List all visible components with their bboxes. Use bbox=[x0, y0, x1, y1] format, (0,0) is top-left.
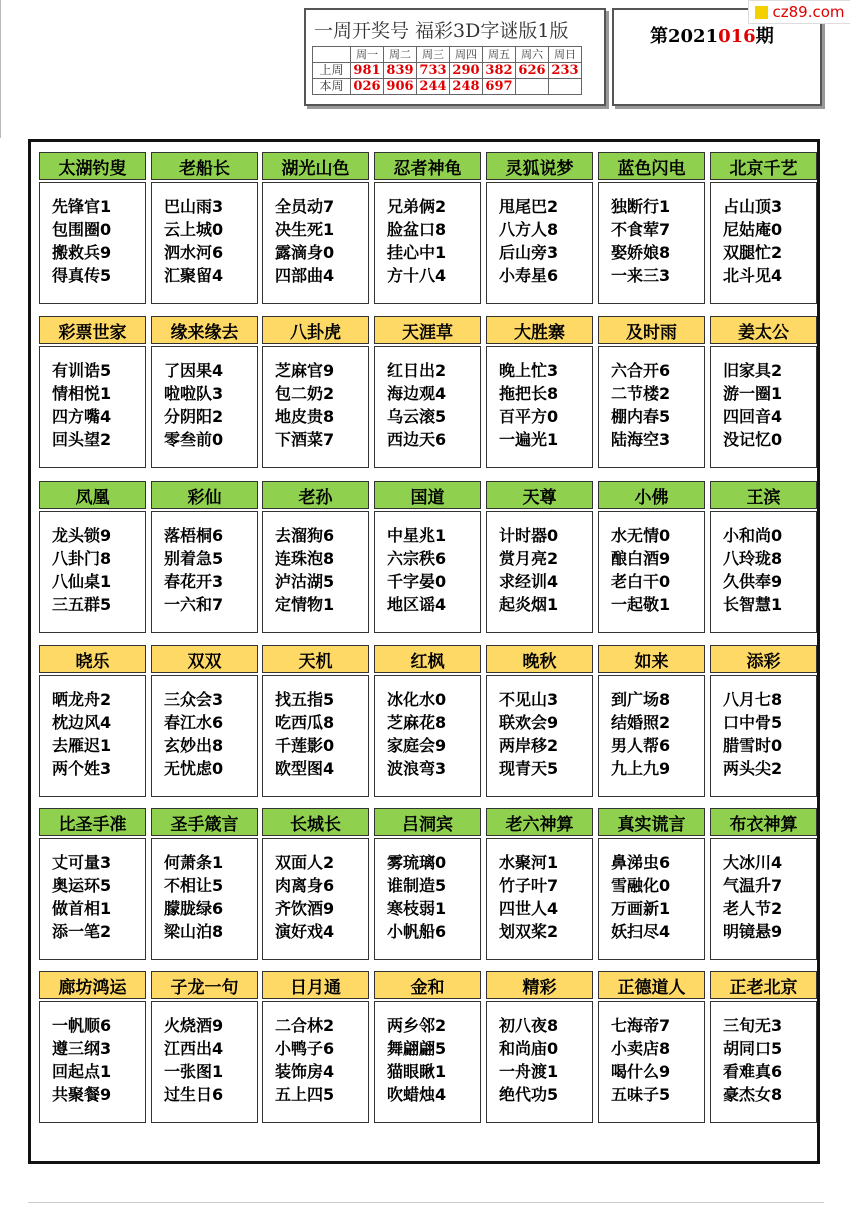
riddle-author-title: 湖光山色 bbox=[262, 152, 369, 180]
riddle-line: 二合林2 bbox=[275, 1016, 335, 1035]
riddle-line: 方十八4 bbox=[387, 266, 447, 285]
riddle-line: 何萧条1 bbox=[164, 853, 224, 872]
riddle-author-title: 如来 bbox=[598, 645, 705, 673]
row-label: 本周 bbox=[313, 79, 351, 95]
riddle-line: 春花开3 bbox=[164, 572, 224, 591]
riddle-line: 久供奉9 bbox=[723, 572, 783, 591]
riddle-lines bbox=[39, 511, 146, 633]
day-header: 周日 bbox=[549, 47, 582, 63]
riddle-line: 水聚河1 bbox=[499, 853, 559, 872]
riddle-line: 玄妙出8 bbox=[164, 736, 224, 755]
draw-number: 382 bbox=[483, 63, 516, 79]
riddle-lines bbox=[598, 346, 705, 468]
riddle-author-title: 廊坊鸿运 bbox=[39, 971, 146, 999]
riddle-lines bbox=[486, 838, 593, 960]
day-header: 周一 bbox=[351, 47, 384, 63]
draw-number: 981 bbox=[351, 63, 384, 79]
riddle-lines bbox=[374, 346, 481, 468]
riddle-lines bbox=[151, 511, 258, 633]
riddle-line: 落梧桐6 bbox=[164, 526, 224, 545]
riddle-lines bbox=[39, 1001, 146, 1123]
riddle-line: 三众会3 bbox=[164, 690, 224, 709]
riddle-line: 情相悦1 bbox=[52, 384, 112, 403]
riddle-line: 二节楼2 bbox=[611, 384, 671, 403]
riddle-author-title: 正老北京 bbox=[710, 971, 817, 999]
riddle-line: 和尚庙0 bbox=[499, 1039, 559, 1058]
riddle-line: 八仙桌1 bbox=[52, 572, 112, 591]
riddle-line: 水无情0 bbox=[611, 526, 671, 545]
riddle-line: 无忧虑0 bbox=[164, 759, 224, 778]
riddle-line: 现青天5 bbox=[499, 759, 559, 778]
riddle-line: 泸沽湖5 bbox=[275, 572, 335, 591]
row-label: 上周 bbox=[313, 63, 351, 79]
riddle-author-title: 真实谎言 bbox=[598, 808, 705, 836]
bottom-rule bbox=[28, 1202, 824, 1203]
riddle-line: 看难真6 bbox=[723, 1062, 783, 1081]
riddle-line: 下酒菜7 bbox=[275, 430, 335, 449]
riddle-line: 千字晏0 bbox=[387, 572, 447, 591]
riddle-line: 芝麻花8 bbox=[387, 713, 447, 732]
riddle-line: 江西出4 bbox=[164, 1039, 224, 1058]
riddle-line: 先锋官1 bbox=[52, 197, 112, 216]
riddle-line: 一张图1 bbox=[164, 1062, 224, 1081]
riddle-line: 四回音4 bbox=[723, 407, 783, 426]
draw-number bbox=[549, 79, 582, 95]
riddle-line: 红日出2 bbox=[387, 361, 447, 380]
draw-table-corner bbox=[313, 47, 351, 63]
riddle-lines bbox=[374, 675, 481, 797]
riddle-lines bbox=[598, 182, 705, 304]
draw-number: 248 bbox=[450, 79, 483, 95]
riddle-line: 肉离身6 bbox=[275, 876, 335, 895]
riddle-line: 两头尖2 bbox=[723, 759, 783, 778]
day-header: 周三 bbox=[417, 47, 450, 63]
riddle-line: 妖扫尽4 bbox=[611, 922, 671, 941]
riddle-line: 赏月亮2 bbox=[499, 549, 559, 568]
riddle-line: 男人帮6 bbox=[611, 736, 671, 755]
riddle-line: 奥运环5 bbox=[52, 876, 112, 895]
riddle-author-title: 吕洞宾 bbox=[374, 808, 481, 836]
riddle-author-title: 北京千艺 bbox=[710, 152, 817, 180]
riddle-line: 不相让5 bbox=[164, 876, 224, 895]
riddle-line: 酿白酒9 bbox=[611, 549, 671, 568]
riddle-author-title: 老船长 bbox=[151, 152, 258, 180]
riddle-line: 后山旁3 bbox=[499, 243, 559, 262]
riddle-line: 双腿忙2 bbox=[723, 243, 783, 262]
riddle-line: 腊雪时0 bbox=[723, 736, 783, 755]
riddle-lines bbox=[598, 511, 705, 633]
riddle-author-title: 凤凰 bbox=[39, 481, 146, 509]
riddle-author-title: 大胜寨 bbox=[486, 316, 593, 344]
riddle-line: 胡同口5 bbox=[723, 1039, 783, 1058]
riddle-line: 陆海空3 bbox=[611, 430, 671, 449]
riddle-author-title: 老六神算 bbox=[486, 808, 593, 836]
riddle-line: 做首相1 bbox=[52, 899, 112, 918]
riddle-line: 回头望2 bbox=[52, 430, 112, 449]
riddle-line: 春江水6 bbox=[164, 713, 224, 732]
draw-number: 290 bbox=[450, 63, 483, 79]
draw-number: 244 bbox=[417, 79, 450, 95]
issue-prefix: 第2021 bbox=[650, 26, 719, 47]
riddle-lines bbox=[262, 675, 369, 797]
riddle-author-title: 忍者神龟 bbox=[374, 152, 481, 180]
riddle-lines bbox=[262, 838, 369, 960]
riddle-author-title: 天尊 bbox=[486, 481, 593, 509]
riddle-line: 不食荤7 bbox=[611, 220, 671, 239]
riddle-lines bbox=[262, 346, 369, 468]
riddle-line: 共聚餐9 bbox=[52, 1085, 112, 1104]
riddle-line: 搬救兵9 bbox=[52, 243, 112, 262]
riddle-line: 小和尚0 bbox=[723, 526, 783, 545]
riddle-lines bbox=[39, 838, 146, 960]
riddle-line: 零叁前0 bbox=[164, 430, 224, 449]
riddle-line: 冰化水0 bbox=[387, 690, 447, 709]
issue-suffix: 期 bbox=[755, 26, 774, 47]
riddle-lines bbox=[598, 838, 705, 960]
riddle-line: 独断行1 bbox=[611, 197, 671, 216]
riddle-author-title: 天涯草 bbox=[374, 316, 481, 344]
riddle-line: 晚上忙3 bbox=[499, 361, 559, 380]
riddle-line: 喝什么9 bbox=[611, 1062, 671, 1081]
riddle-lines bbox=[710, 838, 817, 960]
riddle-line: 过生日6 bbox=[164, 1085, 224, 1104]
riddle-lines bbox=[262, 511, 369, 633]
weekly-draw-table bbox=[312, 46, 582, 95]
riddle-author-title: 彩票世家 bbox=[39, 316, 146, 344]
riddle-line: 定情物1 bbox=[275, 595, 335, 614]
riddle-line: 占山顶3 bbox=[723, 197, 783, 216]
riddle-line: 地区谣4 bbox=[387, 595, 447, 614]
riddle-line: 一遍光1 bbox=[499, 430, 559, 449]
site-watermark bbox=[748, 0, 850, 24]
riddle-author-title: 天机 bbox=[262, 645, 369, 673]
riddle-author-title: 红枫 bbox=[374, 645, 481, 673]
draw-number: 697 bbox=[483, 79, 516, 95]
riddle-line: 地皮贵8 bbox=[275, 407, 335, 426]
riddle-line: 包围圈0 bbox=[52, 220, 112, 239]
riddle-line: 两岸移2 bbox=[499, 736, 559, 755]
riddle-line: 汇聚留4 bbox=[164, 266, 224, 285]
riddle-line: 北斗见4 bbox=[723, 266, 783, 285]
riddle-line: 八玲珑8 bbox=[723, 549, 783, 568]
riddle-line: 装饰房4 bbox=[275, 1062, 335, 1081]
riddle-line: 波浪弯3 bbox=[387, 759, 447, 778]
riddle-lines bbox=[151, 346, 258, 468]
riddle-line: 明镜悬9 bbox=[723, 922, 783, 941]
riddle-line: 长智慧1 bbox=[723, 595, 783, 614]
riddle-line: 结婚照2 bbox=[611, 713, 671, 732]
riddle-line: 一起敬1 bbox=[611, 595, 671, 614]
riddle-lines bbox=[486, 1001, 593, 1123]
riddle-line: 梁山泊8 bbox=[164, 922, 224, 941]
riddle-line: 吃西瓜8 bbox=[275, 713, 335, 732]
riddle-line: 两乡邻2 bbox=[387, 1016, 447, 1035]
riddle-author-title: 圣手箴言 bbox=[151, 808, 258, 836]
riddle-line: 不见山3 bbox=[499, 690, 559, 709]
draw-number: 026 bbox=[351, 79, 384, 95]
riddle-author-title: 日月通 bbox=[262, 971, 369, 999]
riddle-line: 找五指5 bbox=[275, 690, 335, 709]
riddle-line: 两个姓3 bbox=[52, 759, 112, 778]
riddle-line: 龙头锁9 bbox=[52, 526, 112, 545]
riddle-line: 九上九9 bbox=[611, 759, 671, 778]
riddle-line: 齐饮酒9 bbox=[275, 899, 335, 918]
riddle-lines bbox=[710, 182, 817, 304]
riddle-line: 回起点1 bbox=[52, 1062, 112, 1081]
riddle-line: 脸盆口8 bbox=[387, 220, 447, 239]
riddle-lines bbox=[262, 1001, 369, 1123]
riddle-line: 绝代功5 bbox=[499, 1085, 559, 1104]
watermark-text: cz89.com bbox=[772, 3, 845, 21]
riddle-line: 吹蜡烛4 bbox=[387, 1085, 447, 1104]
riddle-line: 八月七8 bbox=[723, 690, 783, 709]
riddle-line: 双面人2 bbox=[275, 853, 335, 872]
riddle-line: 全员动7 bbox=[275, 197, 335, 216]
draw-number: 839 bbox=[384, 63, 417, 79]
riddle-line: 连珠泡8 bbox=[275, 549, 335, 568]
riddle-line: 六宗秩6 bbox=[387, 549, 447, 568]
riddle-line: 露滴身0 bbox=[275, 243, 335, 262]
riddle-lines bbox=[39, 346, 146, 468]
riddle-lines bbox=[710, 346, 817, 468]
day-header: 周二 bbox=[384, 47, 417, 63]
riddle-line: 四部曲4 bbox=[275, 266, 335, 285]
riddle-author-title: 金和 bbox=[374, 971, 481, 999]
draw-row-last-week bbox=[313, 63, 582, 79]
riddle-lines bbox=[598, 675, 705, 797]
riddle-line: 甩尾巴2 bbox=[499, 197, 559, 216]
riddle-line: 尼姑庵0 bbox=[723, 220, 783, 239]
riddle-lines bbox=[710, 675, 817, 797]
day-header: 周五 bbox=[483, 47, 516, 63]
riddle-line: 联欢会9 bbox=[499, 713, 559, 732]
riddle-author-title: 小佛 bbox=[598, 481, 705, 509]
riddle-line: 巴山雨3 bbox=[164, 197, 224, 216]
riddle-author-title: 缘来缘去 bbox=[151, 316, 258, 344]
riddle-line: 划双桨2 bbox=[499, 922, 559, 941]
riddle-line: 决生死1 bbox=[275, 220, 335, 239]
riddle-line: 了因果4 bbox=[164, 361, 224, 380]
riddle-lines bbox=[486, 182, 593, 304]
riddle-line: 棚内春5 bbox=[611, 407, 671, 426]
riddle-line: 四世人4 bbox=[499, 899, 559, 918]
riddle-line: 家庭会9 bbox=[387, 736, 447, 755]
riddle-line: 一来三3 bbox=[611, 266, 671, 285]
riddle-author-title: 姜太公 bbox=[710, 316, 817, 344]
riddle-line: 枕边风4 bbox=[52, 713, 112, 732]
riddle-line: 谁制造5 bbox=[387, 876, 447, 895]
draw-number: 906 bbox=[384, 79, 417, 95]
draw-table-header-row bbox=[313, 47, 582, 63]
riddle-line: 老人节2 bbox=[723, 899, 783, 918]
riddle-line: 乌云滚5 bbox=[387, 407, 447, 426]
riddle-author-title: 长城长 bbox=[262, 808, 369, 836]
riddle-line: 添一笔2 bbox=[52, 922, 112, 941]
riddle-line: 遵三纲3 bbox=[52, 1039, 112, 1058]
page-edge-line bbox=[0, 0, 1, 138]
riddle-line: 老白干0 bbox=[611, 572, 671, 591]
riddle-lines bbox=[374, 182, 481, 304]
riddle-line: 求经训4 bbox=[499, 572, 559, 591]
riddle-author-title: 太湖钓叟 bbox=[39, 152, 146, 180]
riddle-line: 小卖店8 bbox=[611, 1039, 671, 1058]
riddle-line: 去溜狗6 bbox=[275, 526, 335, 545]
riddle-line: 豪杰女8 bbox=[723, 1085, 783, 1104]
riddle-line: 小寿星6 bbox=[499, 266, 559, 285]
riddle-line: 海边观4 bbox=[387, 384, 447, 403]
riddle-author-title: 布衣神算 bbox=[710, 808, 817, 836]
riddle-line: 五上四5 bbox=[275, 1085, 335, 1104]
issue-highlight: 016 bbox=[718, 26, 756, 47]
riddle-line: 游一圈1 bbox=[723, 384, 783, 403]
riddle-line: 晒龙舟2 bbox=[52, 690, 112, 709]
riddle-lines bbox=[486, 346, 593, 468]
riddle-line: 欧型图4 bbox=[275, 759, 335, 778]
riddle-line: 一舟渡1 bbox=[499, 1062, 559, 1081]
riddle-lines bbox=[486, 675, 593, 797]
riddle-author-title: 子龙一句 bbox=[151, 971, 258, 999]
riddle-line: 啦啦队3 bbox=[164, 384, 224, 403]
riddle-line: 猫眼瞅1 bbox=[387, 1062, 447, 1081]
riddle-line: 有训诰5 bbox=[52, 361, 112, 380]
riddle-line: 雪融化0 bbox=[611, 876, 671, 895]
riddle-line: 演好戏4 bbox=[275, 922, 335, 941]
riddle-lines bbox=[374, 511, 481, 633]
riddle-line: 初八夜8 bbox=[499, 1016, 559, 1035]
riddle-line: 三五群5 bbox=[52, 595, 112, 614]
riddle-author-title: 八卦虎 bbox=[262, 316, 369, 344]
draw-number bbox=[516, 79, 549, 95]
riddle-line: 八卦门8 bbox=[52, 549, 112, 568]
riddle-line: 挂心中1 bbox=[387, 243, 447, 262]
logo-square-icon bbox=[755, 6, 768, 19]
riddle-line: 包二奶2 bbox=[275, 384, 335, 403]
riddle-line: 小帆船6 bbox=[387, 922, 447, 941]
riddle-line: 千莲影0 bbox=[275, 736, 335, 755]
riddle-line: 丈可量3 bbox=[52, 853, 112, 872]
riddle-line: 得真传5 bbox=[52, 266, 112, 285]
riddle-lines bbox=[598, 1001, 705, 1123]
riddle-line: 小鸭子6 bbox=[275, 1039, 335, 1058]
riddle-line: 百平方0 bbox=[499, 407, 559, 426]
draw-number: 233 bbox=[549, 63, 582, 79]
riddle-line: 云上城0 bbox=[164, 220, 224, 239]
riddle-line: 泗水河6 bbox=[164, 243, 224, 262]
riddle-author-title: 国道 bbox=[374, 481, 481, 509]
riddle-line: 起炎烟1 bbox=[499, 595, 559, 614]
riddle-line: 舞翩翩5 bbox=[387, 1039, 447, 1058]
riddle-lines bbox=[710, 511, 817, 633]
riddle-author-title: 晚秋 bbox=[486, 645, 593, 673]
riddle-line: 娶娇娘8 bbox=[611, 243, 671, 262]
riddle-author-title: 添彩 bbox=[710, 645, 817, 673]
riddle-author-title: 老孙 bbox=[262, 481, 369, 509]
riddle-line: 七海帝7 bbox=[611, 1016, 671, 1035]
day-header: 周四 bbox=[450, 47, 483, 63]
draw-row-this-week bbox=[313, 79, 582, 95]
draw-number: 733 bbox=[417, 63, 450, 79]
puzzle-grid bbox=[28, 139, 820, 1164]
riddle-lines bbox=[39, 182, 146, 304]
riddle-author-title: 灵狐说梦 bbox=[486, 152, 593, 180]
riddle-lines bbox=[151, 675, 258, 797]
riddle-author-title: 比圣手准 bbox=[39, 808, 146, 836]
riddle-author-title: 彩仙 bbox=[151, 481, 258, 509]
riddle-line: 没记忆0 bbox=[723, 430, 783, 449]
riddle-line: 去雁迟1 bbox=[52, 736, 112, 755]
draw-number: 626 bbox=[516, 63, 549, 79]
riddle-line: 旧家具2 bbox=[723, 361, 783, 380]
weekly-draw-title: 一周开奖号 福彩3D字谜版1版 bbox=[314, 20, 569, 42]
riddle-author-title: 蓝色闪电 bbox=[598, 152, 705, 180]
riddle-lines bbox=[39, 675, 146, 797]
riddle-line: 大冰川4 bbox=[723, 853, 783, 872]
riddle-line: 万画新1 bbox=[611, 899, 671, 918]
riddle-author-title: 双双 bbox=[151, 645, 258, 673]
riddle-line: 分阴阳2 bbox=[164, 407, 224, 426]
riddle-line: 计时器0 bbox=[499, 526, 559, 545]
riddle-line: 雾琉璃0 bbox=[387, 853, 447, 872]
riddle-lines bbox=[374, 838, 481, 960]
riddle-line: 一帆顺6 bbox=[52, 1016, 112, 1035]
riddle-line: 三旬无3 bbox=[723, 1016, 783, 1035]
riddle-line: 六合开6 bbox=[611, 361, 671, 380]
day-header: 周六 bbox=[516, 47, 549, 63]
weekly-draw-panel bbox=[304, 8, 606, 106]
riddle-line: 拖把长8 bbox=[499, 384, 559, 403]
riddle-author-title: 王滨 bbox=[710, 481, 817, 509]
riddle-lines bbox=[151, 182, 258, 304]
riddle-author-title: 正德道人 bbox=[598, 971, 705, 999]
riddle-line: 鼻涕虫6 bbox=[611, 853, 671, 872]
riddle-lines bbox=[262, 182, 369, 304]
riddle-line: 一六和7 bbox=[164, 595, 224, 614]
riddle-author-title: 精彩 bbox=[486, 971, 593, 999]
riddle-line: 竹子叶7 bbox=[499, 876, 559, 895]
riddle-line: 寒枝弱1 bbox=[387, 899, 447, 918]
riddle-lines bbox=[374, 1001, 481, 1123]
riddle-author-title: 晓乐 bbox=[39, 645, 146, 673]
riddle-author-title: 及时雨 bbox=[598, 316, 705, 344]
riddle-line: 别着急5 bbox=[164, 549, 224, 568]
riddle-line: 口中骨5 bbox=[723, 713, 783, 732]
riddle-line: 五味子5 bbox=[611, 1085, 671, 1104]
riddle-line: 到广场8 bbox=[611, 690, 671, 709]
riddle-line: 气温升7 bbox=[723, 876, 783, 895]
riddle-line: 朦胧绿6 bbox=[164, 899, 224, 918]
riddle-lines bbox=[151, 838, 258, 960]
riddle-lines bbox=[710, 1001, 817, 1123]
riddle-line: 火烧酒9 bbox=[164, 1016, 224, 1035]
riddle-line: 八方人8 bbox=[499, 220, 559, 239]
riddle-lines bbox=[486, 511, 593, 633]
riddle-lines bbox=[151, 1001, 258, 1123]
riddle-line: 兄弟俩2 bbox=[387, 197, 447, 216]
riddle-line: 四方嘴4 bbox=[52, 407, 112, 426]
riddle-line: 中星兆1 bbox=[387, 526, 447, 545]
riddle-line: 芝麻官9 bbox=[275, 361, 335, 380]
issue-number bbox=[650, 22, 774, 48]
riddle-line: 西边天6 bbox=[387, 430, 447, 449]
